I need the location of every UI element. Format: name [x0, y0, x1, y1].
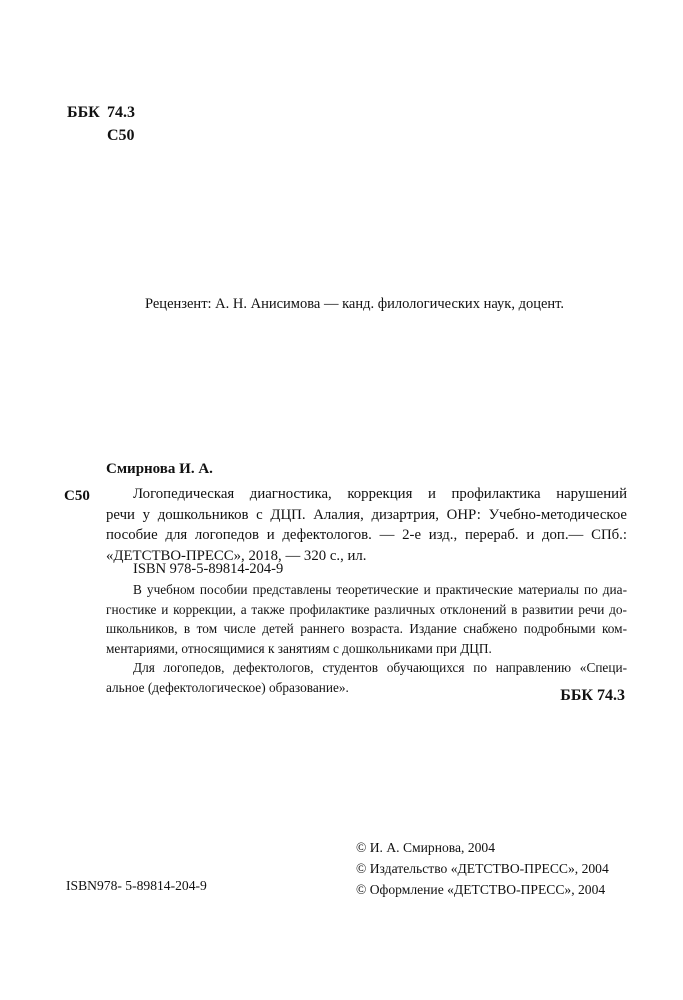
bbk-label: ББК	[67, 104, 100, 121]
reviewer-line: Рецензент: А. Н. Анисимова — канд. филологических наук, доцент.	[145, 296, 565, 312]
catalog-annotation	[106, 580, 627, 697]
audience-line: альное (дефектологическое) образование».	[106, 679, 349, 695]
bbk-index-bottom: ББК 74.3	[560, 687, 625, 704]
copyright-design: © Оформление «ДЕТСТВО-ПРЕСС», 2004	[356, 882, 606, 897]
description-line: речи у дошкольников с ДЦП. Алалия, дизартрия, ОНР: Учебно-методическое	[106, 506, 627, 523]
description-line: Логопедическая диагностика, коррекция и профилактика нарушений	[133, 486, 627, 502]
copyright-publisher: © Издательство «ДЕТСТВО-ПРЕСС», 2004	[356, 861, 609, 876]
catalog-description	[106, 484, 627, 566]
annotation-line: В учебном пособии представлены теоретические и практические материалы по диа-	[133, 582, 627, 597]
annotation-line: школьников, в том числе детей раннего возраста. Издание снабжено подробными ком-	[106, 621, 627, 636]
bbk-classification	[67, 101, 135, 147]
description-line: «ДЕТСТВО-ПРЕСС», 2018, — 320 с., ил.	[106, 547, 367, 564]
annotation-line: ментариями, относящимися к занятиям с дошкольниками при ДЦП.	[106, 640, 492, 656]
catalog-isbn: ISBN 978-5-89814-204-9	[133, 561, 284, 577]
annotation-line: гностике и коррекции, а также профилактике различных отклонений в развитии речи до-	[106, 601, 627, 617]
audience-line: Для логопедов, дефектологов, студентов обучающихся по направлению «Специ-	[133, 660, 627, 675]
description-line: пособие для логопедов и дефектологов. — 2-е изд., перераб. и доп.— СПб.:	[106, 527, 627, 543]
author-mark-top: С50	[107, 127, 135, 144]
bbk-code: 74.3	[107, 104, 135, 121]
isbn-footer: ISBN978- 5-89814-204-9	[66, 878, 207, 893]
copyright-author: © И. А. Смирнова, 2004	[356, 840, 496, 855]
copyright-block	[356, 837, 609, 900]
catalog-author-mark: С50	[64, 488, 90, 504]
catalog-author: Смирнова И. А.	[106, 461, 213, 477]
